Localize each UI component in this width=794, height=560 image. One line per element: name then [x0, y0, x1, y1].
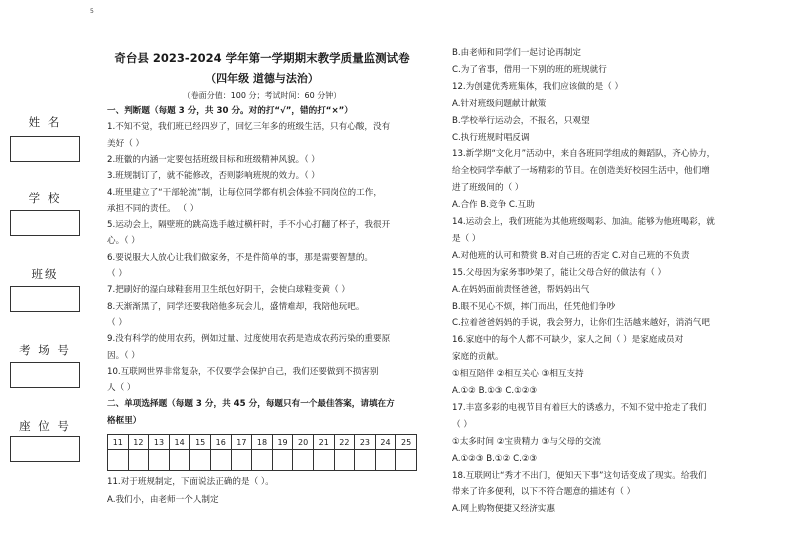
- answer-grid-number: 21: [313, 435, 334, 450]
- question-line: ①太多时间 ②宝贵精力 ③与父母的交流: [452, 436, 601, 447]
- question-line: A.针对班级问题献计献策: [452, 98, 547, 109]
- question-line: C.为了省事，借用一下别的班的班规就行: [452, 64, 607, 75]
- answer-grid-number: 15: [190, 435, 211, 450]
- answer-cell[interactable]: [375, 450, 396, 471]
- class-label: 班级: [31, 267, 59, 281]
- question-line: A.在妈妈面前责怪爸爸，帮妈妈出气: [452, 284, 590, 295]
- name-label: 姓 名: [28, 115, 62, 129]
- question-line: （ ）: [452, 419, 472, 430]
- question-line: 6.要说服大人放心让我们做家务，不是件简单的事，那是需要智慧的。: [107, 252, 374, 263]
- answer-grid: [107, 434, 417, 471]
- question-line: ①相互陪伴 ②相互关心 ③相互支持: [452, 369, 584, 380]
- question-line: C.执行班规时唱反调: [452, 132, 530, 143]
- answer-cell[interactable]: [190, 450, 211, 471]
- answer-cell[interactable]: [169, 450, 190, 471]
- question-line: 5.运动会上，隔壁班的跳高选手越过横杆时，手不小心打翻了杯子，我很开: [107, 220, 391, 231]
- corner-mark: 5: [90, 8, 94, 15]
- answer-cell[interactable]: [128, 450, 149, 471]
- exam-note: （卷面分值：100 分；考试时间：60 分钟）: [182, 91, 342, 100]
- question-line: 带来了许多便利，以下不符合题意的描述有（ ）: [452, 487, 636, 498]
- exam-room-label: 考 场 号: [19, 343, 71, 357]
- answer-cell[interactable]: [149, 450, 170, 471]
- answer-cell[interactable]: [231, 450, 252, 471]
- question-line: B.学校举行运动会，不报名，只观望: [452, 115, 590, 126]
- question-line: 4.班里建立了“干部轮流”制，让每位同学都有机会体验不同岗位的工作，: [107, 187, 382, 198]
- exam-room-field[interactable]: [10, 362, 80, 388]
- question-line: 家庭的贡献。: [452, 352, 504, 363]
- question-line: B.由老师和同学们一起讨论再制定: [452, 48, 581, 58]
- answer-cell[interactable]: [252, 450, 273, 471]
- school-field[interactable]: [10, 210, 80, 236]
- answer-grid-number: 17: [231, 435, 252, 450]
- question-line: A.①② B.①③ C.①②③: [452, 386, 538, 396]
- section-heading: 格框里）: [107, 415, 142, 426]
- question-line: 10.互联网世界非常复杂，不仅要学会保护自己，我们还要做到不损害别: [107, 366, 379, 377]
- question-line: 美好（ ）: [107, 138, 145, 149]
- answer-grid-number: 11: [108, 435, 129, 450]
- answer-grid-number: 18: [252, 435, 273, 450]
- question-line: 1.不知不觉，我们班已经四岁了，回忆三年多的班级生活，只有心酸，没有: [107, 122, 391, 133]
- answer-cell[interactable]: [210, 450, 231, 471]
- question-line: 是（ ）: [452, 233, 481, 244]
- answer-cell[interactable]: [334, 450, 355, 471]
- exam-subtitle: （四年级 道德与法治）: [205, 72, 319, 85]
- answer-cell[interactable]: [396, 450, 417, 471]
- question-line: C.拉着爸爸妈妈的手说，我会努力，让你们生活越来越好，消消气吧: [452, 318, 710, 329]
- answer-grid-number: 23: [355, 435, 376, 450]
- seat-field[interactable]: [10, 436, 80, 462]
- answer-cell[interactable]: [272, 450, 293, 471]
- question-line: 8.天渐渐黑了，同学还要我陪他多玩会儿，盛情难却，我陪他玩吧。: [107, 301, 365, 312]
- answer-cell[interactable]: [293, 450, 314, 471]
- question-line: A.合作 B.竞争 C.互助: [452, 200, 535, 211]
- question-line: A.网上购物便捷又经济实惠: [452, 504, 555, 515]
- question-line: 心。（ ）: [107, 236, 140, 247]
- question-line: 18.互联网让“秀才不出门，便知天下事”这句话变成了现实。给我们: [452, 470, 707, 481]
- section-heading: 二、单项选择题（每题 3 分，共 45 分，每题只有一个最佳答案，请填在方: [107, 399, 395, 410]
- question-line: 13.新学期“文化月”活动中，来自各班同学组成的舞蹈队，齐心协力，: [452, 149, 716, 160]
- exam-title: 奇台县 2023-2024 学年第一学期期末教学质量监测试卷: [114, 51, 410, 65]
- seat-label: 座 位 号: [19, 419, 71, 433]
- answer-grid-number: 14: [169, 435, 190, 450]
- question-line: 11.对于班规制定，下面说法正确的是（ ）。: [107, 477, 274, 487]
- answer-grid-number: 22: [334, 435, 355, 450]
- question-line: （ ）: [107, 317, 127, 328]
- question-line: 16.家庭中的每个人都不可缺少，家人之间（ ）是家庭成员对: [452, 335, 684, 346]
- question-line: 14.运动会上，我们班能为其他班级喝彩、加油。能够为他班喝彩，就: [452, 217, 715, 227]
- name-field[interactable]: [10, 136, 80, 162]
- question-line: 17.丰富多彩的电视节目有着巨大的诱惑力，不知不觉中抢走了我们: [452, 402, 707, 413]
- answer-grid-number: 20: [293, 435, 314, 450]
- question-line: 给全校同学奉献了一场精彩的节目。在创造美好校园生活中，他们增: [452, 166, 710, 177]
- question-line: 7.把刷好的湿白球鞋套用卫生纸包好阴干，会使白球鞋变黄（ ）: [107, 285, 350, 296]
- question-line: 2.班徽的内涵一定要包括班级目标和班级精神风貌。（ ）: [107, 154, 320, 165]
- question-line: 9.没有科学的使用农药，例如过量、过度使用农药是造成农药污染的重要原: [107, 334, 391, 345]
- school-label: 学 校: [28, 191, 62, 205]
- answer-grid-number: 12: [128, 435, 149, 450]
- answer-grid-number: 25: [396, 435, 417, 450]
- question-line: （ ）: [107, 269, 127, 279]
- question-line: A.对他班的认可和赞赏 B.对自己班的否定 C.对自己班的不负责: [452, 250, 690, 261]
- question-line: 进了班级间的（ ）: [452, 183, 524, 194]
- question-line: A.①②③ B.①② C.②③: [452, 453, 538, 464]
- section-heading: 一、判断题（每题 3 分，共 30 分。对的打“√”，错的打“×”）: [107, 106, 353, 116]
- answer-cell[interactable]: [313, 450, 334, 471]
- student-info-sidebar: [0, 0, 100, 560]
- answer-cell[interactable]: [108, 450, 129, 471]
- question-line: 12.为创建优秀班集体，我们应该做的是（ ）: [452, 81, 624, 92]
- answer-grid-number: 19: [272, 435, 293, 450]
- question-line: A.我们小，由老师一个人制定: [107, 495, 219, 505]
- answer-grid-number: 16: [210, 435, 231, 450]
- question-line: 因。（ ）: [107, 350, 140, 361]
- answer-grid-number: 13: [149, 435, 170, 450]
- question-line: B.眼不见心不烦，摔门而出，任凭他们争吵: [452, 301, 616, 312]
- answer-grid-number: 24: [375, 435, 396, 450]
- question-line: 承担不同的责任。 （ ）: [107, 203, 199, 214]
- answer-cell[interactable]: [355, 450, 376, 471]
- class-field[interactable]: [10, 286, 80, 312]
- question-line: 人（ ）: [107, 383, 136, 394]
- question-line: 3.班规制订了，就不能修改，否则影响班规的效力。（ ）: [107, 171, 320, 182]
- question-line: 15.父母因为家务事吵架了，能让父母合好的做法有（ ）: [452, 267, 667, 278]
